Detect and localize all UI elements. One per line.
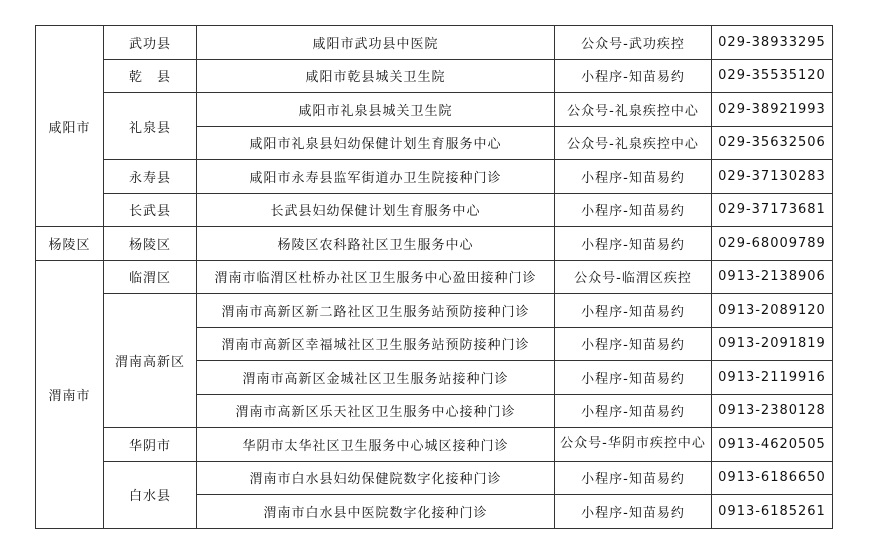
table-row <box>36 461 833 495</box>
county-cell: 武功县 <box>104 26 197 60</box>
booking-cell: 公众号-礼泉疾控中心 <box>555 126 712 160</box>
booking-cell: 小程序-知苗易约 <box>555 495 712 529</box>
phone-cell: 0913-6186650 <box>712 461 833 495</box>
site-cell: 渭南市临渭区杜桥办社区卫生服务中心盈田接种门诊 <box>197 260 555 294</box>
table-row <box>36 160 833 194</box>
phone-cell: 0913-4620505 <box>712 428 833 462</box>
city-cell: 渭南市 <box>36 260 104 528</box>
phone-cell: 0913-2091819 <box>712 327 833 361</box>
phone-cell: 029-38921993 <box>712 93 833 127</box>
phone-cell: 0913-6185261 <box>712 495 833 529</box>
phone-cell: 0913-2138906 <box>712 260 833 294</box>
county-cell: 华阴市 <box>104 428 197 462</box>
phone-cell: 0913-2089120 <box>712 294 833 328</box>
table-row <box>36 193 833 227</box>
booking-cell: 公众号-华阴市疾控中心 <box>555 428 712 462</box>
table-row <box>36 59 833 93</box>
table-row <box>36 294 833 328</box>
booking-cell: 小程序-知苗易约 <box>555 294 712 328</box>
booking-cell: 小程序-知苗易约 <box>555 160 712 194</box>
county-cell: 礼泉县 <box>104 93 197 160</box>
phone-cell: 029-35535120 <box>712 59 833 93</box>
phone-cell: 029-68009789 <box>712 227 833 261</box>
county-cell: 永寿县 <box>104 160 197 194</box>
table-row <box>36 93 833 127</box>
booking-cell: 公众号-礼泉疾控中心 <box>555 93 712 127</box>
county-cell: 渭南高新区 <box>104 294 197 428</box>
site-cell: 咸阳市永寿县监军街道办卫生院接种门诊 <box>197 160 555 194</box>
phone-cell: 0913-2119916 <box>712 361 833 395</box>
county-cell: 长武县 <box>104 193 197 227</box>
table-row <box>36 428 833 462</box>
site-cell: 渭南市高新区金城社区卫生服务站接种门诊 <box>197 361 555 395</box>
phone-cell: 029-37173681 <box>712 193 833 227</box>
booking-cell: 小程序-知苗易约 <box>555 327 712 361</box>
phone-cell: 0913-2380128 <box>712 394 833 428</box>
city-cell: 咸阳市 <box>36 26 104 227</box>
vaccination-sites-table <box>35 25 833 529</box>
site-cell: 渭南市白水县妇幼保健院数字化接种门诊 <box>197 461 555 495</box>
county-cell: 临渭区 <box>104 260 197 294</box>
county-cell: 杨陵区 <box>104 227 197 261</box>
booking-cell: 小程序-知苗易约 <box>555 193 712 227</box>
site-cell: 咸阳市礼泉县城关卫生院 <box>197 93 555 127</box>
site-cell: 咸阳市礼泉县妇幼保健计划生育服务中心 <box>197 126 555 160</box>
site-cell: 渭南市高新区新二路社区卫生服务站预防接种门诊 <box>197 294 555 328</box>
site-cell: 长武县妇幼保健计划生育服务中心 <box>197 193 555 227</box>
county-cell: 乾 县 <box>104 59 197 93</box>
site-cell: 华阴市太华社区卫生服务中心城区接种门诊 <box>197 428 555 462</box>
county-cell: 白水县 <box>104 461 197 528</box>
site-cell: 咸阳市乾县城关卫生院 <box>197 59 555 93</box>
phone-cell: 029-38933295 <box>712 26 833 60</box>
site-cell: 渭南市高新区乐天社区卫生服务中心接种门诊 <box>197 394 555 428</box>
table-row <box>36 227 833 261</box>
site-cell: 咸阳市武功县中医院 <box>197 26 555 60</box>
booking-cell: 小程序-知苗易约 <box>555 227 712 261</box>
phone-cell: 029-37130283 <box>712 160 833 194</box>
booking-cell: 小程序-知苗易约 <box>555 361 712 395</box>
booking-cell: 小程序-知苗易约 <box>555 59 712 93</box>
booking-cell: 公众号-临渭区疾控 <box>555 260 712 294</box>
booking-cell: 小程序-知苗易约 <box>555 394 712 428</box>
booking-cell: 小程序-知苗易约 <box>555 461 712 495</box>
table-row <box>36 260 833 294</box>
site-cell: 渭南市白水县中医院数字化接种门诊 <box>197 495 555 529</box>
site-cell: 渭南市高新区幸福城社区卫生服务站预防接种门诊 <box>197 327 555 361</box>
booking-cell: 公众号-武功疾控 <box>555 26 712 60</box>
table-row <box>36 26 833 60</box>
city-cell: 杨陵区 <box>36 227 104 261</box>
phone-cell: 029-35632506 <box>712 126 833 160</box>
site-cell: 杨陵区农科路社区卫生服务中心 <box>197 227 555 261</box>
